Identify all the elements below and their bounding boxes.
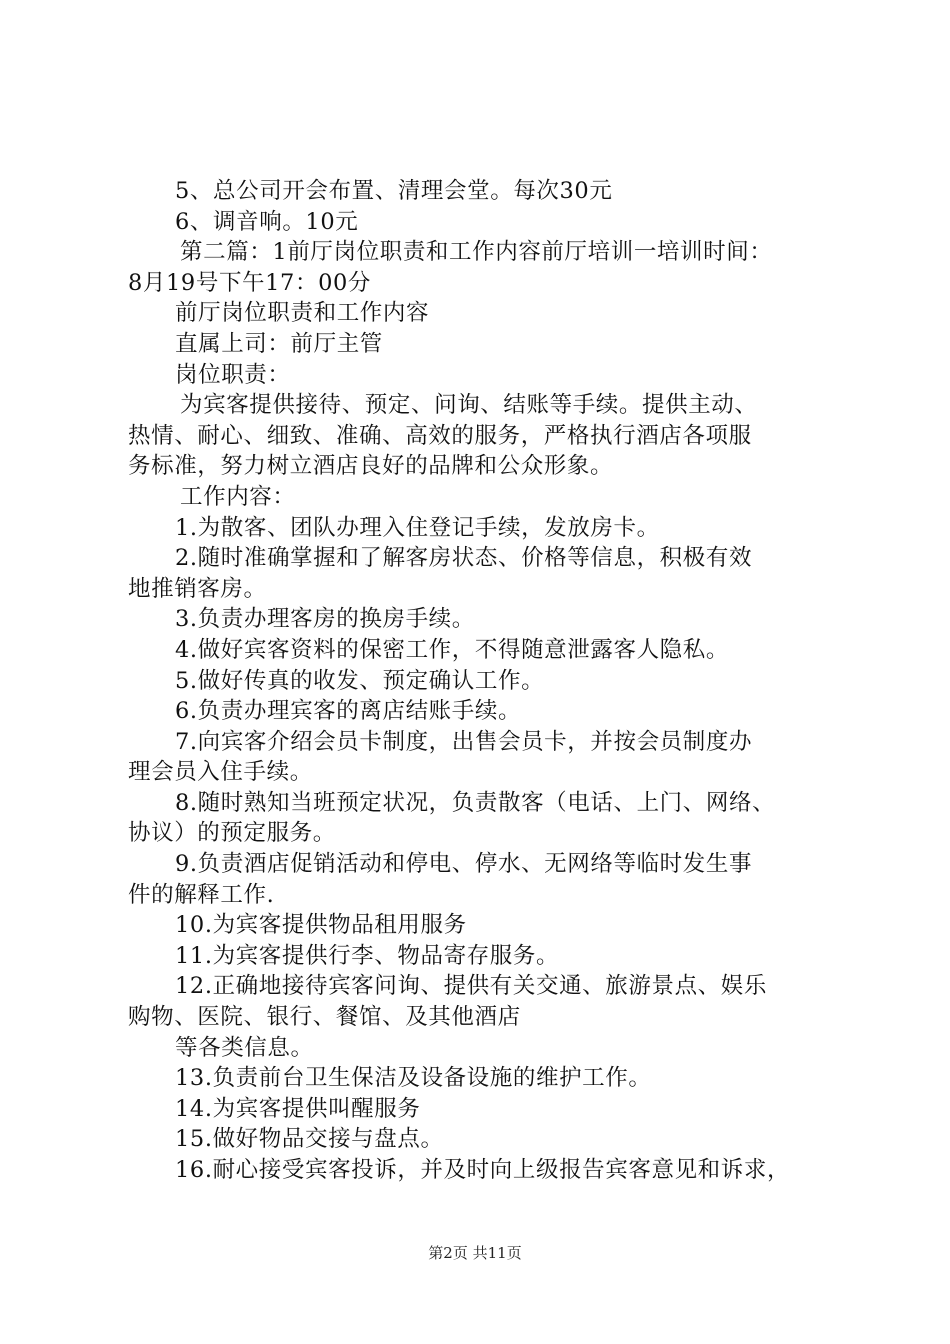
text-line: 岗位职责： [175,361,291,388]
list-item: 10.为宾客提供物品租用服务 [175,912,467,939]
list-item: 8.随时熟知当班预定状况，负责散客（电话、上门、网络、 [175,789,776,816]
list-item: 2.随时准确掌握和了解客房状态、价格等信息，积极有效 [175,545,753,572]
list-item: 5.做好传真的收发、预定确认工作。 [175,667,545,694]
list-item: 16.耐心接受宾客投诉，并及时向上级报告宾客意见和诉求， [175,1157,791,1183]
text-line: 热情、耐心、细致、准确、高效的服务，严格执行酒店各项服 [128,422,752,449]
text-line: 为宾客提供接待、预定、问询、结账等手续。提供主动、 [180,392,758,419]
text-line: 5、总公司开会布置、清理会堂。每次30元 [175,178,613,204]
section-heading: 第二篇：1前厅岗位职责和工作内容前厅培训一培训时间： [180,239,773,266]
list-item-continuation: 理会员入住手续。 [128,759,313,786]
document-body [128,176,846,1186]
list-item: 4.做好宾客资料的保密工作，不得随意泄露客人隐私。 [175,636,729,663]
list-item-continuation: 等各类信息。 [175,1034,314,1061]
list-item-continuation: 购物、医院、银行、餐馆、及其他酒店 [128,1004,521,1031]
text-line: 8月19号下午17：00分 [128,269,372,296]
list-item: 1.为散客、团队办理入住登记手续，发放房卡。 [175,514,660,541]
list-item: 6.负责办理宾客的离店结账手续。 [175,698,522,725]
list-item: 12.正确地接待宾客问询、提供有关交通、旅游景点、娱乐 [175,973,767,1000]
list-item: 3.负责办理客房的换房手续。 [175,606,475,633]
text-line: 直属上司：前厅主管 [175,330,383,357]
text-line: 6、调音响。10元 [175,208,359,235]
text-line: 务标准，努力树立酒店良好的品牌和公众形象。 [128,453,614,480]
text-line: 工作内容： [180,483,296,510]
list-item: 11.为宾客提供行李、物品寄存服务。 [175,942,560,969]
list-item-continuation: 件的解释工作. [128,881,275,908]
list-item-continuation: 协议）的预定服务。 [128,820,336,847]
list-item-continuation: 地推销客房。 [128,575,267,602]
list-item: 9.负责酒店促销活动和停电、停水、无网络等临时发生事 [175,851,753,878]
text-line: 前厅岗位职责和工作内容 [175,300,430,327]
list-item: 7.向宾客介绍会员卡制度，出售会员卡，并按会员制度办 [175,728,753,755]
list-item: 13.负责前台卫生保洁及设备设施的维护工作。 [175,1065,652,1092]
list-item: 14.为宾客提供叫醒服务 [175,1095,421,1122]
page-footer: 第2页 共11页 [428,1244,522,1262]
list-item: 15.做好物品交接与盘点。 [175,1126,444,1153]
